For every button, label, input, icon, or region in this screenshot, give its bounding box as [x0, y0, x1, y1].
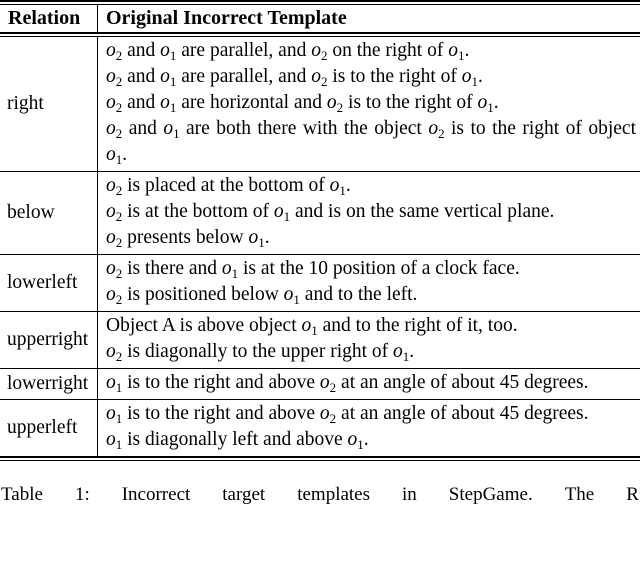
table-bottom-rule: [0, 456, 640, 461]
relation-cell: [0, 37, 97, 171]
math-object-symbol: o: [221, 258, 232, 279]
relation-label: lowerleft: [7, 272, 78, 293]
relation-cell: [0, 369, 97, 399]
math-object-symbol: o: [319, 372, 330, 393]
math-object-symbol: o: [428, 118, 439, 139]
math-object-symbol: o: [329, 175, 340, 196]
math-object-symbol: o: [248, 227, 259, 248]
table-caption: Table 1: Incorrect target templates in StepGame. The R: [1, 484, 639, 505]
template-sentence: Object A is above object $o_1$ and to the right of it, too.: [106, 315, 518, 338]
template-sentence: $o_2$ presents below $o_1$.: [106, 227, 270, 250]
template-sentence: $o_2$ is there and $o_1$ is at the 10 position of a clock face.: [106, 258, 520, 281]
math-object-symbol: o: [106, 284, 116, 305]
template-sentence: $o_2$ is diagonally to the upper right of $o_1$.: [106, 341, 415, 364]
math-object-symbol: o: [461, 66, 472, 87]
template-sentence: $o_1$ is to the right and above $o_2$ at an angle of about 45 degrees.: [106, 372, 589, 395]
math-object-symbol: o: [106, 372, 116, 393]
math-object-symbol: o: [106, 66, 116, 87]
math-object-symbol: o: [319, 403, 330, 424]
math-object-symbol: o: [106, 429, 116, 450]
template-sentence: $o_1$ is diagonally left and above $o_1$.: [106, 429, 369, 452]
relation-cell: [0, 172, 97, 254]
template-sentence: $o_2$ is positioned below $o_1$ and to the left.: [106, 284, 418, 307]
template-cell: [97, 172, 640, 254]
template-sentence: $o_2$ is placed at the bottom of $o_1$.: [106, 175, 351, 198]
math-object-symbol: o: [163, 118, 174, 139]
template-sentence: $o_2$ is at the bottom of $o_1$ and is on the same vertical plane.: [106, 201, 555, 224]
math-object-symbol: o: [106, 258, 116, 279]
math-object-symbol: o: [160, 92, 170, 113]
math-object-symbol: o: [106, 341, 116, 362]
relation-label: lowerright: [7, 373, 89, 394]
table-row: [0, 37, 640, 171]
math-object-symbol: o: [283, 284, 294, 305]
template-cell: [97, 400, 640, 456]
template-sentence: $o_1$ is to the right and above $o_2$ at an angle of about 45 degrees.: [106, 403, 589, 426]
header-cell-relation: Relation: [8, 7, 81, 29]
math-object-symbol: o: [106, 144, 116, 165]
math-object-symbol: o: [326, 92, 337, 113]
template-sentence: $o_2$ and $o_1$ are horizontal and $o_2$ is to the right of $o_1$.: [106, 92, 499, 115]
template-cell: [97, 312, 640, 368]
relation-cell: [0, 255, 97, 311]
math-object-symbol: o: [106, 118, 116, 139]
math-object-symbol: o: [311, 40, 321, 61]
relation-label: upperleft: [7, 417, 78, 438]
math-object-symbol: o: [448, 40, 458, 61]
table-body: [0, 37, 640, 456]
table-row: [0, 311, 640, 368]
math-object-symbol: o: [347, 429, 358, 450]
template-cell: [97, 37, 640, 171]
relation-cell: [0, 400, 97, 456]
template-sentence: $o_2$ and $o_1$ are both there with the object $o_2$ is to the right of object $o_1$.: [106, 118, 636, 167]
header-cell-template: Original Incorrect Template: [97, 5, 640, 32]
math-object-symbol: o: [160, 40, 170, 61]
math-object-symbol: o: [160, 66, 170, 87]
table-row: [0, 171, 640, 254]
math-object-symbol: o: [106, 201, 116, 222]
math-object-symbol: o: [477, 92, 488, 113]
math-object-symbol: o: [393, 341, 403, 362]
table-header-row: [0, 5, 640, 32]
math-object-symbol: o: [311, 66, 321, 87]
table-row: [0, 368, 640, 399]
template-sentence: $o_2$ and $o_1$ are parallel, and $o_2$ is to the right of $o_1$.: [106, 66, 483, 89]
relation-cell: [0, 312, 97, 368]
template-cell: [97, 369, 640, 399]
template-cell: [97, 255, 640, 311]
relation-label: right: [7, 93, 44, 114]
math-object-symbol: o: [106, 403, 116, 424]
relation-label: below: [7, 202, 55, 223]
math-object-symbol: o: [273, 201, 284, 222]
relation-label: upperright: [7, 329, 89, 350]
math-object-symbol: o: [301, 315, 312, 336]
math-object-symbol: o: [106, 40, 116, 61]
math-object-symbol: o: [106, 227, 116, 248]
template-sentence: $o_2$ and $o_1$ are parallel, and $o_2$ on the right of $o_1$.: [106, 40, 470, 63]
math-object-symbol: o: [106, 92, 116, 113]
table-row: [0, 399, 640, 456]
table-row: [0, 254, 640, 311]
math-object-symbol: o: [106, 175, 116, 196]
